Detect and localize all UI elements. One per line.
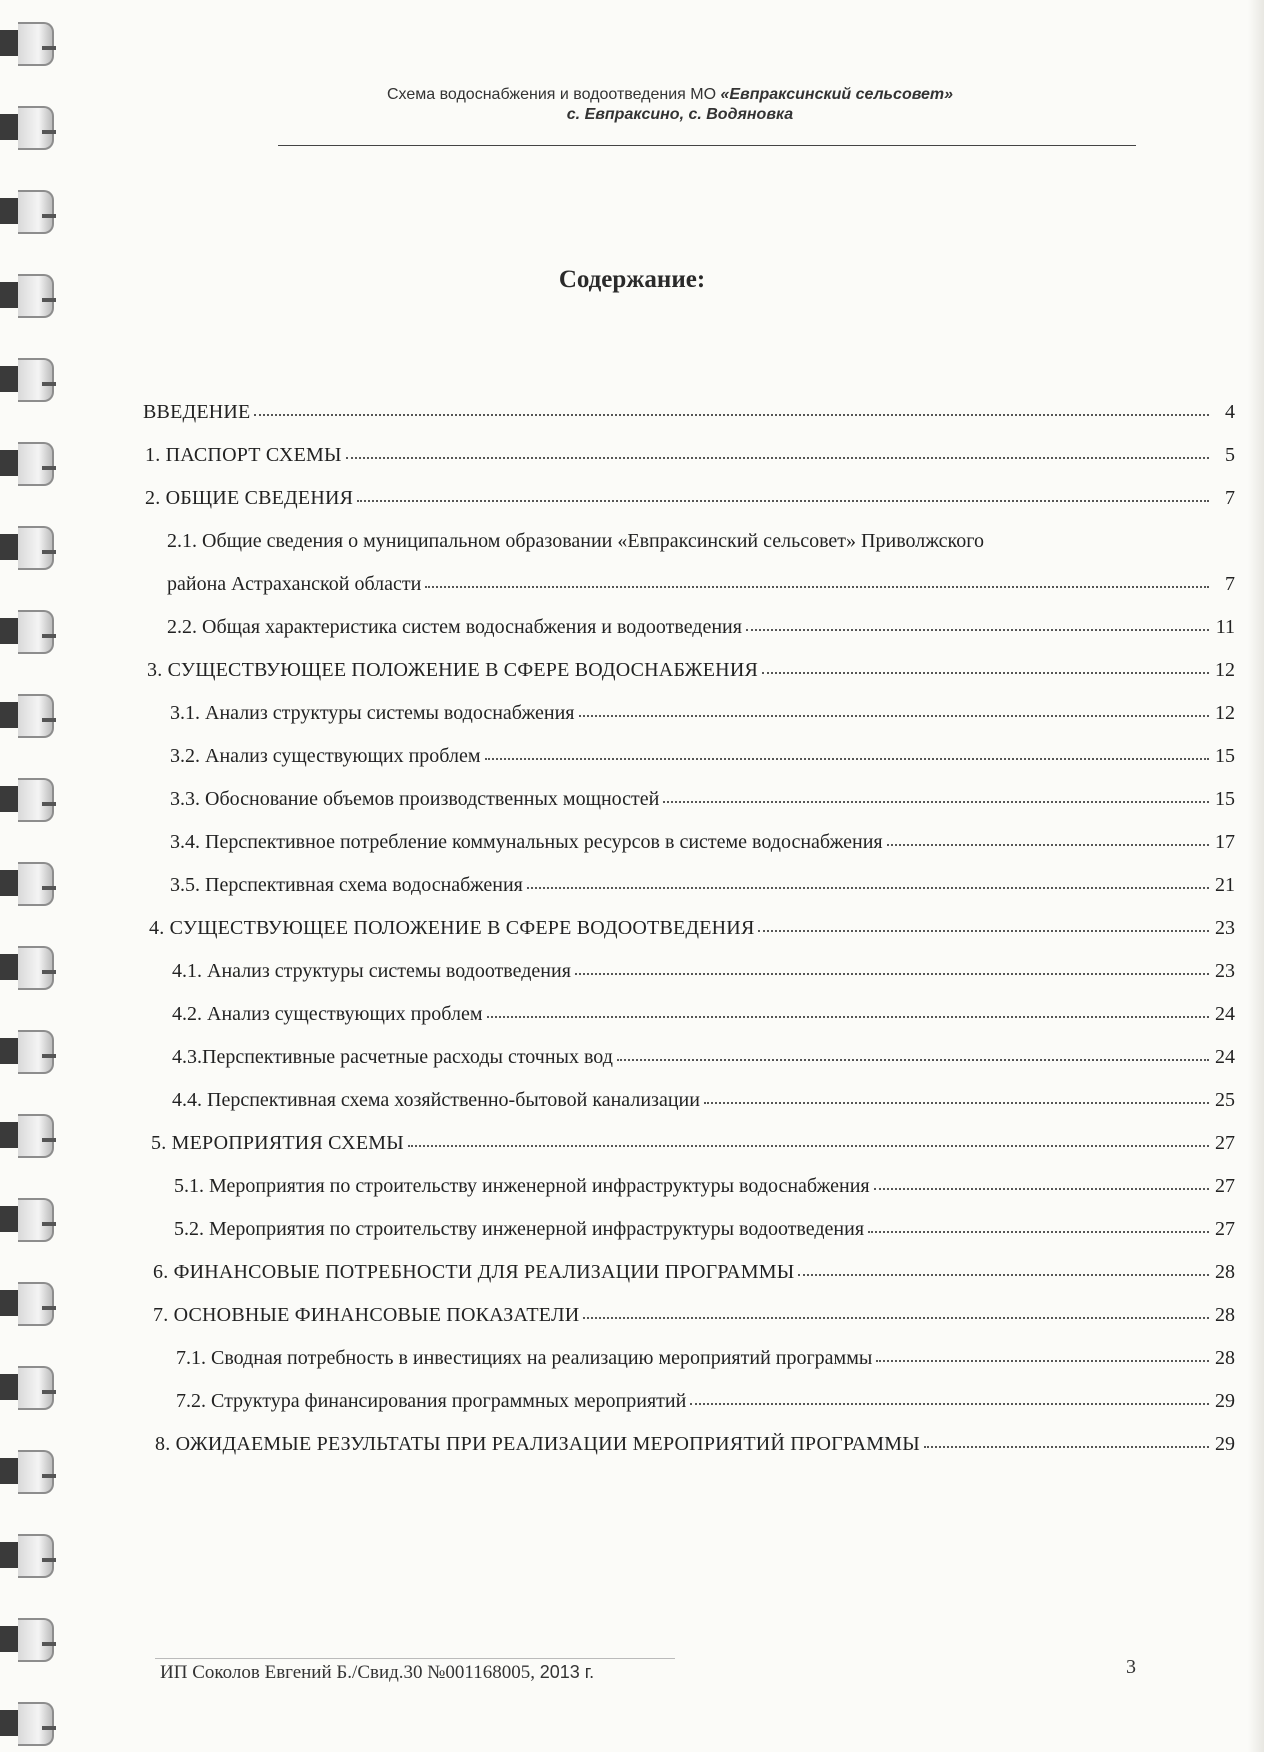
toc-entry[interactable]: [172, 959, 1235, 983]
dot-leader: [583, 1317, 1209, 1319]
binding-ring: [0, 944, 58, 990]
binding-ring: [0, 1700, 58, 1746]
binding-ring: [0, 104, 58, 150]
dot-leader: [485, 758, 1210, 760]
dot-leader: [487, 1016, 1210, 1018]
dot-leader: [254, 414, 1209, 416]
toc-entry-label: 3. СУЩЕСТВУЮЩЕЕ ПОЛОЖЕНИЕ В СФЕРЕ ВОДОСНАБЖЕНИЯ: [147, 659, 759, 681]
toc-entry-page: 27: [1215, 1218, 1235, 1240]
toc-entry-label: 7. ОСНОВНЫЕ ФИНАНСОВЫЕ ПОКАЗАТЕЛИ: [153, 1304, 580, 1326]
toc-entry[interactable]: [155, 1432, 1235, 1456]
binding-ring: [0, 1196, 58, 1242]
dot-leader: [924, 1446, 1209, 1448]
toc-entry[interactable]: [170, 744, 1235, 768]
toc-entry-page: 28: [1215, 1347, 1235, 1369]
footer-rule: [155, 1658, 675, 1659]
dot-leader: [690, 1403, 1209, 1405]
toc-entry[interactable]: [153, 1303, 1235, 1327]
page-edge: [1248, 0, 1264, 1752]
toc-entry-label: 2.2. Общая характеристика систем водоснабжения и водоотведения: [167, 616, 742, 638]
dot-leader: [357, 500, 1209, 502]
toc-entry-label: 3.4. Перспективное потребление коммунальных ресурсов в системе водоснабжения: [170, 831, 883, 853]
toc-entry-label: 4.1. Анализ структуры системы водоотведения: [172, 960, 571, 982]
toc-entry[interactable]: [143, 400, 1235, 424]
toc-entry[interactable]: [145, 486, 1235, 510]
toc-entry-page: 28: [1215, 1261, 1235, 1283]
header-line-2: с. Евпраксино, с. Водяновка: [566, 106, 794, 123]
toc-entry-page: 27: [1215, 1132, 1235, 1154]
toc-entry[interactable]: [170, 830, 1235, 854]
dot-leader: [346, 457, 1209, 459]
toc-entry-label: 6. ФИНАНСОВЫЕ ПОТРЕБНОСТИ ДЛЯ РЕАЛИЗАЦИИ ПРОГРАММЫ: [153, 1261, 795, 1283]
toc-entry[interactable]: [147, 658, 1235, 682]
toc-entry-label: 4. СУЩЕСТВУЮЩЕЕ ПОЛОЖЕНИЕ В СФЕРЕ ВОДООТВЕДЕНИЯ: [149, 917, 755, 939]
toc-entry-page: 7: [1225, 487, 1235, 509]
toc-entry-label: 8. ОЖИДАЕМЫЕ РЕЗУЛЬТАТЫ ПРИ РЕАЛИЗАЦИИ МЕРОПРИЯТИЙ ПРОГРАММЫ: [155, 1433, 920, 1455]
toc-entry-page: 23: [1215, 917, 1235, 939]
dot-leader: [425, 586, 1209, 588]
toc-entry-page: 12: [1215, 702, 1235, 724]
toc-entry-label: ВВЕДЕНИЕ: [143, 401, 251, 423]
dot-leader: [874, 1188, 1209, 1190]
toc-entry[interactable]: [153, 1260, 1235, 1284]
toc-entry-page: 21: [1215, 874, 1235, 896]
binding-ring: [0, 188, 58, 234]
binding-ring: [0, 1364, 58, 1410]
header-municipality: «Евпраксинский сельсовет»: [720, 86, 953, 103]
toc-entry-page: 27: [1215, 1175, 1235, 1197]
toc-entry[interactable]: [172, 1002, 1235, 1026]
footer: [160, 1662, 594, 1684]
running-header: [250, 86, 1130, 124]
dot-leader: [887, 844, 1209, 846]
toc-entry-page: 29: [1215, 1390, 1235, 1412]
dot-leader: [579, 715, 1210, 717]
binding-ring: [0, 440, 58, 486]
header-prefix: Схема водоснабжения и водоотведения МО: [386, 86, 721, 103]
toc-entry-page: 7: [1225, 573, 1235, 595]
dot-leader: [798, 1274, 1209, 1276]
toc-entry-label: 3.1. Анализ структуры системы водоснабжения: [170, 702, 575, 724]
dot-leader: [762, 672, 1209, 674]
toc-entry[interactable]: [170, 787, 1235, 811]
toc-entry-label: 5. МЕРОПРИЯТИЯ СХЕМЫ: [151, 1132, 404, 1154]
toc-entry-label: 5.2. Мероприятия по строительству инженерной инфраструктуры водоотведения: [174, 1218, 865, 1240]
toc-entry[interactable]: [172, 1045, 1235, 1069]
toc-entry-page: 15: [1215, 788, 1235, 810]
binding-ring: [0, 860, 58, 906]
toc-entry[interactable]: [174, 1174, 1235, 1198]
toc-entry-page: 5: [1225, 444, 1235, 466]
toc-entry-page: 11: [1215, 616, 1235, 638]
toc-entry[interactable]: [176, 1346, 1235, 1370]
dot-leader: [758, 930, 1209, 932]
footer-author: ИП Соколов Евгений Б./Свид.30 №001168005,: [160, 1662, 540, 1683]
dot-leader: [575, 973, 1209, 975]
toc-entry-label: 3.3. Обоснование объемов производственных мощностей: [170, 788, 660, 810]
dot-leader: [663, 801, 1209, 803]
dot-leader: [704, 1102, 1209, 1104]
toc-entry[interactable]: [145, 443, 1235, 467]
toc-entry[interactable]: [167, 572, 1235, 596]
toc-entry[interactable]: [149, 916, 1235, 940]
toc-entry[interactable]: [176, 1389, 1235, 1413]
binding-ring: [0, 1616, 58, 1662]
toc-entry-page: 15: [1215, 745, 1235, 767]
binding-ring: [0, 1280, 58, 1326]
toc-entry-page: 4: [1225, 401, 1235, 423]
binding-ring: [0, 608, 58, 654]
binding-ring: [0, 20, 58, 66]
binding-ring: [0, 1532, 58, 1578]
toc-entry-page: 24: [1215, 1003, 1235, 1025]
toc-entry-label: 5.1. Мероприятия по строительству инженерной инфраструктуры водоснабжения: [174, 1175, 870, 1197]
toc-entry-label: 4.4. Перспективная схема хозяйственно-бытовой канализации: [172, 1089, 700, 1111]
toc-entry-page: 25: [1215, 1089, 1235, 1111]
dot-leader: [746, 629, 1209, 631]
toc-entry-label: 3.2. Анализ существующих проблем: [170, 745, 481, 767]
binding-ring: [0, 776, 58, 822]
toc-entry-page: 29: [1215, 1433, 1235, 1455]
toc-entry[interactable]: [170, 873, 1235, 897]
toc-entry[interactable]: [170, 701, 1235, 725]
toc-entry-label: района Астраханской области: [167, 573, 422, 595]
toc-entry-label-line1: 2.1. Общие сведения о муниципальном образовании «Евпраксинский сельсовет» Приволжского: [167, 530, 984, 552]
header-rule: [278, 145, 1136, 146]
toc-entry-page: 23: [1215, 960, 1235, 982]
toc-entry[interactable]: [174, 1217, 1235, 1241]
binding-ring: [0, 1448, 58, 1494]
toc-entry-label: 4.3.Перспективные расчетные расходы сточных вод: [172, 1046, 613, 1068]
binding-ring: [0, 692, 58, 738]
toc-entry-page: 28: [1215, 1304, 1235, 1326]
toc-entry-label: 3.5. Перспективная схема водоснабжения: [170, 874, 523, 896]
binding-ring: [0, 524, 58, 570]
dot-leader: [868, 1231, 1209, 1233]
toc-entry-label: 2. ОБЩИЕ СВЕДЕНИЯ: [145, 487, 354, 509]
toc-entry-page: 12: [1215, 659, 1235, 681]
toc-entry-label: 4.2. Анализ существующих проблем: [172, 1003, 483, 1025]
binding-ring: [0, 1028, 58, 1074]
toc-entry-label: 7.2. Структура финансирования программных мероприятий: [176, 1390, 687, 1412]
toc-entry-label: 1. ПАСПОРТ СХЕМЫ: [145, 444, 342, 466]
dot-leader: [876, 1360, 1209, 1362]
toc-entry[interactable]: [172, 1088, 1235, 1112]
page-title: Содержание:: [558, 266, 706, 293]
header-line-1: [210, 86, 1130, 104]
dot-leader: [527, 887, 1209, 889]
toc-entry-page: 24: [1215, 1046, 1235, 1068]
toc-entry-page: 17: [1215, 831, 1235, 853]
binding-ring: [0, 1112, 58, 1158]
toc-entry[interactable]: [151, 1131, 1235, 1155]
toc-entry-label: 7.1. Сводная потребность в инвестициях на реализацию мероприятий программы: [176, 1347, 873, 1369]
dot-leader: [617, 1059, 1209, 1061]
toc-entry[interactable]: [167, 615, 1235, 639]
page-number: 3: [1126, 1656, 1136, 1678]
dot-leader: [408, 1145, 1209, 1147]
footer-year: 2013 г.: [539, 1662, 595, 1682]
spiral-binding: [0, 0, 64, 1752]
binding-ring: [0, 356, 58, 402]
